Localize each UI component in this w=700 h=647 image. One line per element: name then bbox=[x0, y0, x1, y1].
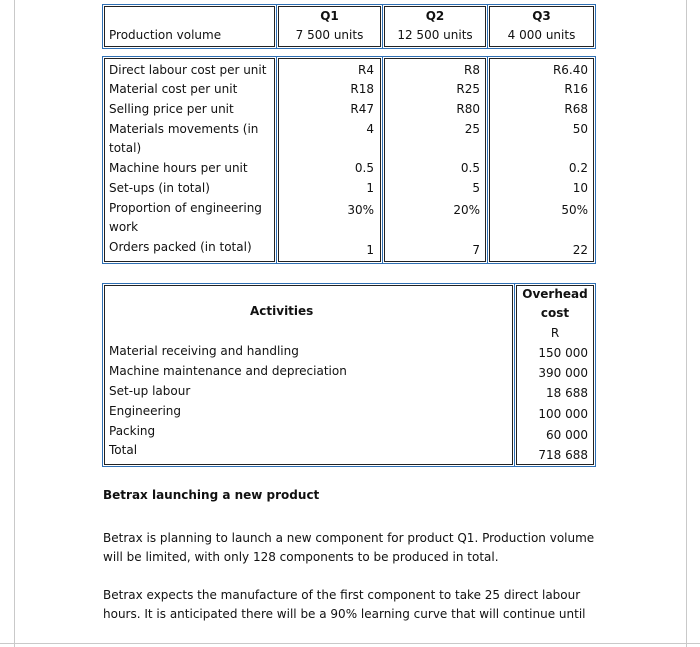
overhead-total-value: 718 688 bbox=[538, 448, 588, 462]
cell-q2: 0.5 bbox=[460, 161, 480, 175]
col-header-q3: Q3 bbox=[532, 9, 551, 23]
cell-q1: 4 bbox=[366, 122, 374, 136]
overhead-value: 60 000 bbox=[546, 428, 588, 442]
overhead-value: 18 688 bbox=[546, 386, 588, 400]
table2-sep bbox=[514, 284, 515, 466]
table1-body-sep bbox=[487, 57, 488, 263]
page-right-border bbox=[686, 0, 687, 647]
page-left-border bbox=[14, 0, 15, 647]
table1-header-sep bbox=[382, 5, 383, 48]
row-label-engineering-proportion-cont: work bbox=[109, 220, 139, 234]
overhead-header-line1: Overhead bbox=[522, 287, 588, 301]
cell-q3: 0.2 bbox=[568, 161, 588, 175]
overhead-header-line2: cost bbox=[540, 306, 570, 320]
col-header-q2: Q2 bbox=[425, 9, 445, 23]
cell-q1: R18 bbox=[350, 82, 374, 96]
cell-q1: 0.5 bbox=[354, 161, 374, 175]
table1-body-sep bbox=[382, 57, 383, 263]
activity-material-receiving: Material receiving and handling bbox=[109, 344, 299, 358]
activity-machine-maintenance: Machine maintenance and depreciation bbox=[109, 364, 347, 378]
paragraph-2 bbox=[103, 586, 603, 624]
cell-q3: R68 bbox=[564, 102, 588, 116]
paragraph-1 bbox=[103, 529, 603, 567]
cell-q2: R25 bbox=[456, 82, 480, 96]
table1-body-sep bbox=[276, 57, 277, 263]
table1-header-sep bbox=[487, 5, 488, 48]
row-label-engineering-proportion: Proportion of engineering bbox=[109, 201, 262, 215]
overhead-value: 150 000 bbox=[538, 346, 588, 360]
cell-q3: 50 bbox=[572, 122, 588, 136]
row-label-set-ups: Set-ups (in total) bbox=[109, 181, 210, 195]
currency-label: R bbox=[550, 326, 560, 340]
cell-q3: R16 bbox=[564, 82, 588, 96]
activity-total: Total bbox=[109, 443, 138, 457]
cell-q1: R47 bbox=[350, 102, 374, 116]
activity-set-up-labour: Set-up labour bbox=[109, 384, 191, 398]
row-label-orders-packed: Orders packed (in total) bbox=[109, 240, 252, 254]
table1-header-sep bbox=[276, 5, 277, 48]
col-header-q1: Q1 bbox=[320, 9, 339, 23]
activity-engineering: Engineering bbox=[109, 404, 181, 418]
cell-q2: 20% bbox=[453, 203, 480, 217]
cell-q2: R8 bbox=[464, 63, 480, 77]
cell-q1: 1 bbox=[366, 181, 374, 195]
cell-q3: 22 bbox=[572, 243, 588, 257]
row-label-materials-movements: Materials movements (in bbox=[109, 122, 259, 136]
paragraph-2-line-1: Betrax expects the manufacture of the first component to take 25 direct labour bbox=[103, 588, 581, 602]
cell-q1: 30% bbox=[347, 203, 374, 217]
overhead-value: 390 000 bbox=[538, 366, 588, 380]
production-volume-label: Production volume bbox=[109, 28, 222, 42]
cell-q2: 25 bbox=[464, 122, 480, 136]
activities-header: Activities bbox=[250, 304, 314, 318]
cell-q3: 50% bbox=[561, 203, 588, 217]
activity-packing: Packing bbox=[109, 424, 156, 438]
paragraph-1-line-2: will be limited, with only 128 components to be produced in total. bbox=[103, 550, 499, 564]
volume-q2: 12 500 units bbox=[397, 28, 473, 42]
row-label-materials-movements-cont: total) bbox=[109, 141, 142, 155]
row-label-machine-hours: Machine hours per unit bbox=[109, 161, 248, 175]
row-label-direct-labour: Direct labour cost per unit bbox=[109, 63, 267, 77]
row-label-material-cost: Material cost per unit bbox=[109, 82, 238, 96]
row-label-selling-price: Selling price per unit bbox=[109, 102, 234, 116]
section-heading: Betrax launching a new product bbox=[103, 488, 320, 502]
cell-q1: R4 bbox=[358, 63, 374, 77]
page-bottom-border bbox=[0, 643, 700, 644]
cell-q2: R80 bbox=[456, 102, 480, 116]
cell-q3: 10 bbox=[572, 181, 588, 195]
cell-q2: 7 bbox=[472, 243, 480, 257]
cell-q2: 5 bbox=[472, 181, 480, 195]
volume-q3: 4 000 units bbox=[507, 28, 576, 42]
cell-q3: R6.40 bbox=[552, 63, 588, 77]
paragraph-1-line-1: Betrax is planning to launch a new component for product Q1. Production volume bbox=[103, 531, 595, 545]
volume-q1: 7 500 units bbox=[295, 28, 364, 42]
paragraph-2-line-2: hours. It is anticipated there will be a 90% learning curve that will continue until bbox=[103, 607, 586, 621]
overhead-value: 100 000 bbox=[538, 407, 588, 421]
cell-q1: 1 bbox=[366, 243, 374, 257]
